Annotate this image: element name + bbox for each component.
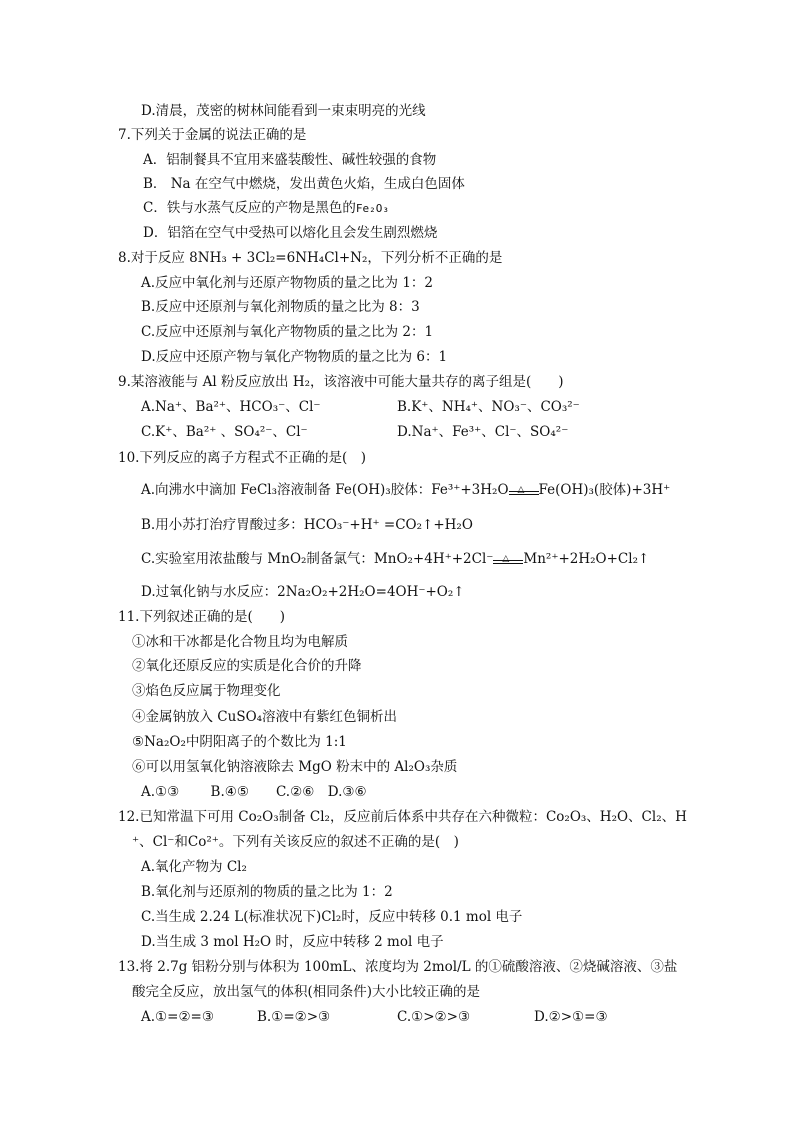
q9-option-a: A.Na⁺、Ba²⁺、HCO₃⁻、Cl⁻ bbox=[141, 399, 321, 415]
q11-statement-2: ②氧化还原反应的实质是化合价的升降 bbox=[132, 658, 362, 674]
q12-option-d: D.当生成 3 mol H₂O 时，反应中转移 2 mol 电子 bbox=[141, 934, 444, 950]
q7-option-d: D．铝箔在空气中受热可以熔化且会发生剧烈燃烧 bbox=[143, 225, 438, 241]
q9-option-c: C.K⁺、Ba²⁺ 、SO₄²⁻、Cl⁻ bbox=[141, 424, 308, 440]
heat-arrow-icon: △ bbox=[509, 484, 539, 498]
q13-stem-line-1: 13.将 2.7g 铝粉分别与体积为 100mL、浓度均为 2mol/L 的①硫酸溶液、②烧碱溶液、③盐 bbox=[118, 959, 678, 975]
q13-option-c: C.①>②>③ bbox=[397, 1009, 471, 1025]
q11-options: A.①③ B.④⑤ C.②⑥ D.③⑥ bbox=[141, 784, 367, 800]
q13-stem-line-2: 酸完全反应，放出氢气的体积(相同条件)大小比较正确的是 bbox=[132, 984, 481, 1000]
q7-option-c-formula: Fe₂O₃ bbox=[355, 202, 389, 215]
q13-option-b: B.①=②>③ bbox=[257, 1009, 331, 1025]
q7-option-c-text: C．铁与水蒸气反应的产物是黑色的 bbox=[143, 200, 356, 216]
q11-statement-5: ⑤Na₂O₂中阴阳离子的个数比为 1:1 bbox=[132, 734, 347, 750]
q12-stem-line-2: ⁺、Cl⁻和Co²⁺。下列有关该反应的叙述不正确的是( ) bbox=[132, 834, 459, 850]
q8-option-b: B.反应中还原剂与氧化剂物质的量之比为 8：3 bbox=[141, 299, 420, 315]
q10-option-d: D.过氧化钠与水反应：2Na₂O₂+2H₂O=4OH⁻+O₂↑ bbox=[141, 584, 465, 600]
q9-stem: 9.某溶液能与 Al 粉反应放出 H₂，该溶液中可能大量共存的离子组是( ) bbox=[118, 374, 564, 390]
q10-stem: 10.下列反应的离子方程式不正确的是( ) bbox=[118, 450, 367, 466]
q8-option-a: A.反应中氧化剂与还原产物物质的量之比为 1：2 bbox=[141, 275, 434, 291]
q13-option-a: A.①=②=③ bbox=[141, 1009, 214, 1025]
q8-stem: 8.对于反应 8NH₃ + 3Cl₂=6NH₄Cl+N₂，下列分析不正确的是 bbox=[118, 250, 503, 266]
q10-option-a-left: A.向沸水中滴加 FeCl₃溶液制备 Fe(OH)₃胶体：Fe³⁺+3H₂O bbox=[141, 482, 509, 498]
q11-statement-3: ③焰色反应属于物理变化 bbox=[132, 683, 281, 699]
q12-option-a: A.氧化产物为 Cl₂ bbox=[141, 859, 247, 875]
q10-option-a-right: Fe(OH)₃(胶体)+3H⁺ bbox=[538, 482, 671, 498]
q9-option-d: D.Na⁺、Fe³⁺、Cl⁻、SO₄²⁻ bbox=[397, 424, 569, 440]
q12-stem-line-1: 12.已知常温下可用 Co₂O₃制备 Cl₂，反应前后体系中共存在六种微粒：Co₂O₃、H₂O、Cl₂、H bbox=[118, 809, 687, 825]
q10-option-c-left: C.实验室用浓盐酸与 MnO₂制备氯气：MnO₂+4H⁺+2Cl⁻ bbox=[141, 551, 494, 567]
q10-option-a bbox=[141, 481, 670, 499]
q8-option-d: D.反应中还原产物与氧化产物物质的量之比为 6：1 bbox=[141, 349, 448, 365]
q7-option-a: A．铝制餐具不宜用来盛装酸性、碱性较强的食物 bbox=[143, 152, 437, 168]
q11-statement-6: ⑥可以用氢氧化钠溶液除去 MgO 粉末中的 Al₂O₃杂质 bbox=[132, 759, 458, 775]
q8-option-c: C.反应中还原剂与氧化产物物质的量之比为 2：1 bbox=[141, 324, 434, 340]
q7-stem: 7.下列关于金属的说法正确的是 bbox=[118, 127, 307, 143]
q13-option-d: D.②>①=③ bbox=[534, 1009, 608, 1025]
q12-option-c: C.当生成 2.24 L(标准状况下)Cl₂时，反应中转移 0.1 mol 电子 bbox=[141, 909, 523, 925]
q6-option-d: D.清晨，茂密的树林间能看到一束束明亮的光线 bbox=[141, 103, 426, 119]
q12-option-b: B.氧化剂与还原剂的物质的量之比为 1：2 bbox=[141, 884, 393, 900]
q7-option-b: B． Na 在空气中燃烧，发出黄色火焰，生成白色固体 bbox=[143, 176, 465, 192]
q10-option-c-right: Mn²⁺+2H₂O+Cl₂↑ bbox=[523, 551, 650, 567]
q11-statement-4: ④金属钠放入 CuSO₄溶液中有紫红色铜析出 bbox=[132, 709, 398, 725]
q10-option-c bbox=[141, 550, 649, 568]
q7-option-c bbox=[143, 199, 389, 218]
q9-option-b: B.K⁺、NH₄⁺、NO₃⁻、CO₃²⁻ bbox=[397, 399, 580, 415]
q11-statement-1: ①冰和干冰都是化合物且均为电解质 bbox=[132, 634, 348, 650]
q10-option-b: B.用小苏打治疗胃酸过多：HCO₃⁻+H⁺ =CO₂↑+H₂O bbox=[141, 517, 473, 533]
q11-stem: 11.下列叙述正确的是( ) bbox=[118, 609, 286, 625]
heat-arrow-icon: △ bbox=[493, 553, 523, 567]
